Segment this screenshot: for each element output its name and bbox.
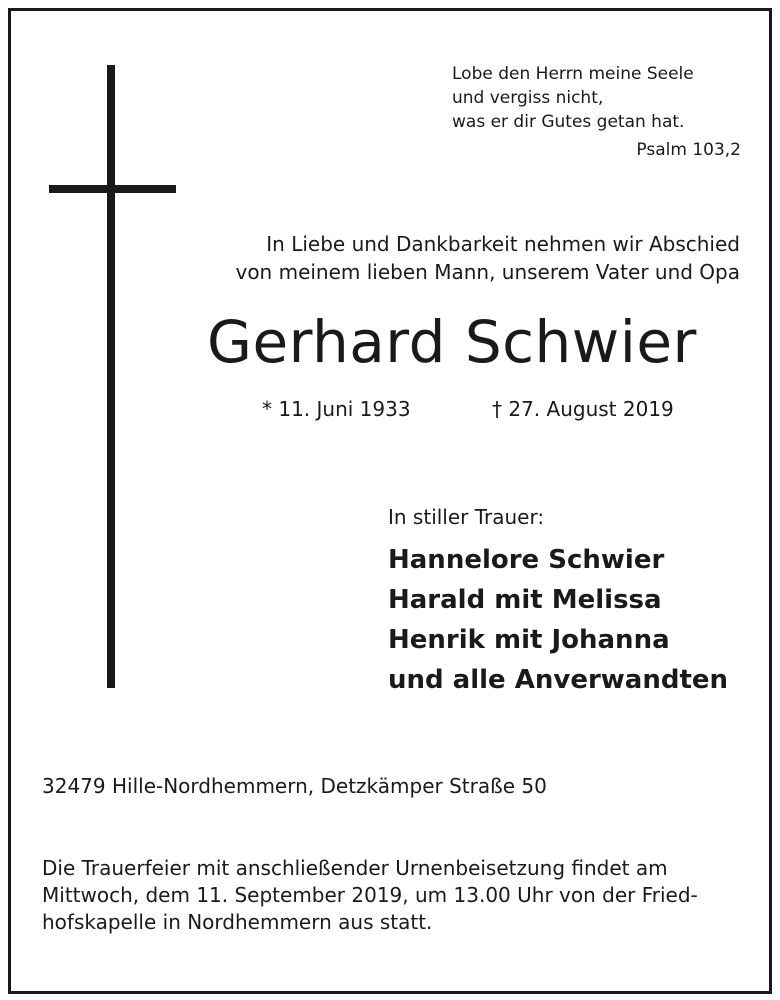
bible-verse <box>452 62 752 134</box>
birth-date: * 11. Juni 1933 <box>262 397 411 421</box>
death-date: † 27. August 2019 <box>492 397 674 421</box>
ceremony-info <box>42 855 698 936</box>
mourning-label: In stiller Trauer: <box>388 505 545 529</box>
family-address: 32479 Hille-Nordhemmern, Detzkämper Straße 50 <box>42 774 547 798</box>
verse-line: was er dir Gutes getan hat. <box>452 112 685 132</box>
mourner-name: Henrik mit Johanna <box>388 625 670 655</box>
cross-vertical-bar <box>107 65 115 688</box>
ceremony-line: hofskapelle in Nordhemmern aus statt. <box>42 910 433 934</box>
mourner-name: Hannelore Schwier <box>388 545 665 575</box>
ceremony-line: Mittwoch, dem 11. September 2019, um 13.00 Uhr von der Fried- <box>42 883 698 907</box>
farewell-intro <box>235 230 740 286</box>
verse-line: und vergiss nicht, <box>452 88 604 108</box>
verse-line: Lobe den Herrn meine Seele <box>452 64 694 84</box>
mourner-name: Harald mit Melissa <box>388 585 662 615</box>
mourner-name: und alle Anverwandten <box>388 665 729 695</box>
mourners-list <box>388 540 728 700</box>
intro-line: von meinem lieben Mann, unserem Vater und Opa <box>235 260 740 284</box>
ceremony-line: Die Trauerfeier mit anschließender Urnenbeisetzung findet am <box>42 856 668 880</box>
cross-horizontal-bar <box>49 185 176 193</box>
deceased-name: Gerhard Schwier <box>207 308 697 376</box>
intro-line: In Liebe und Dankbarkeit nehmen wir Abschied <box>266 232 740 256</box>
verse-reference: Psalm 103,2 <box>636 140 741 160</box>
